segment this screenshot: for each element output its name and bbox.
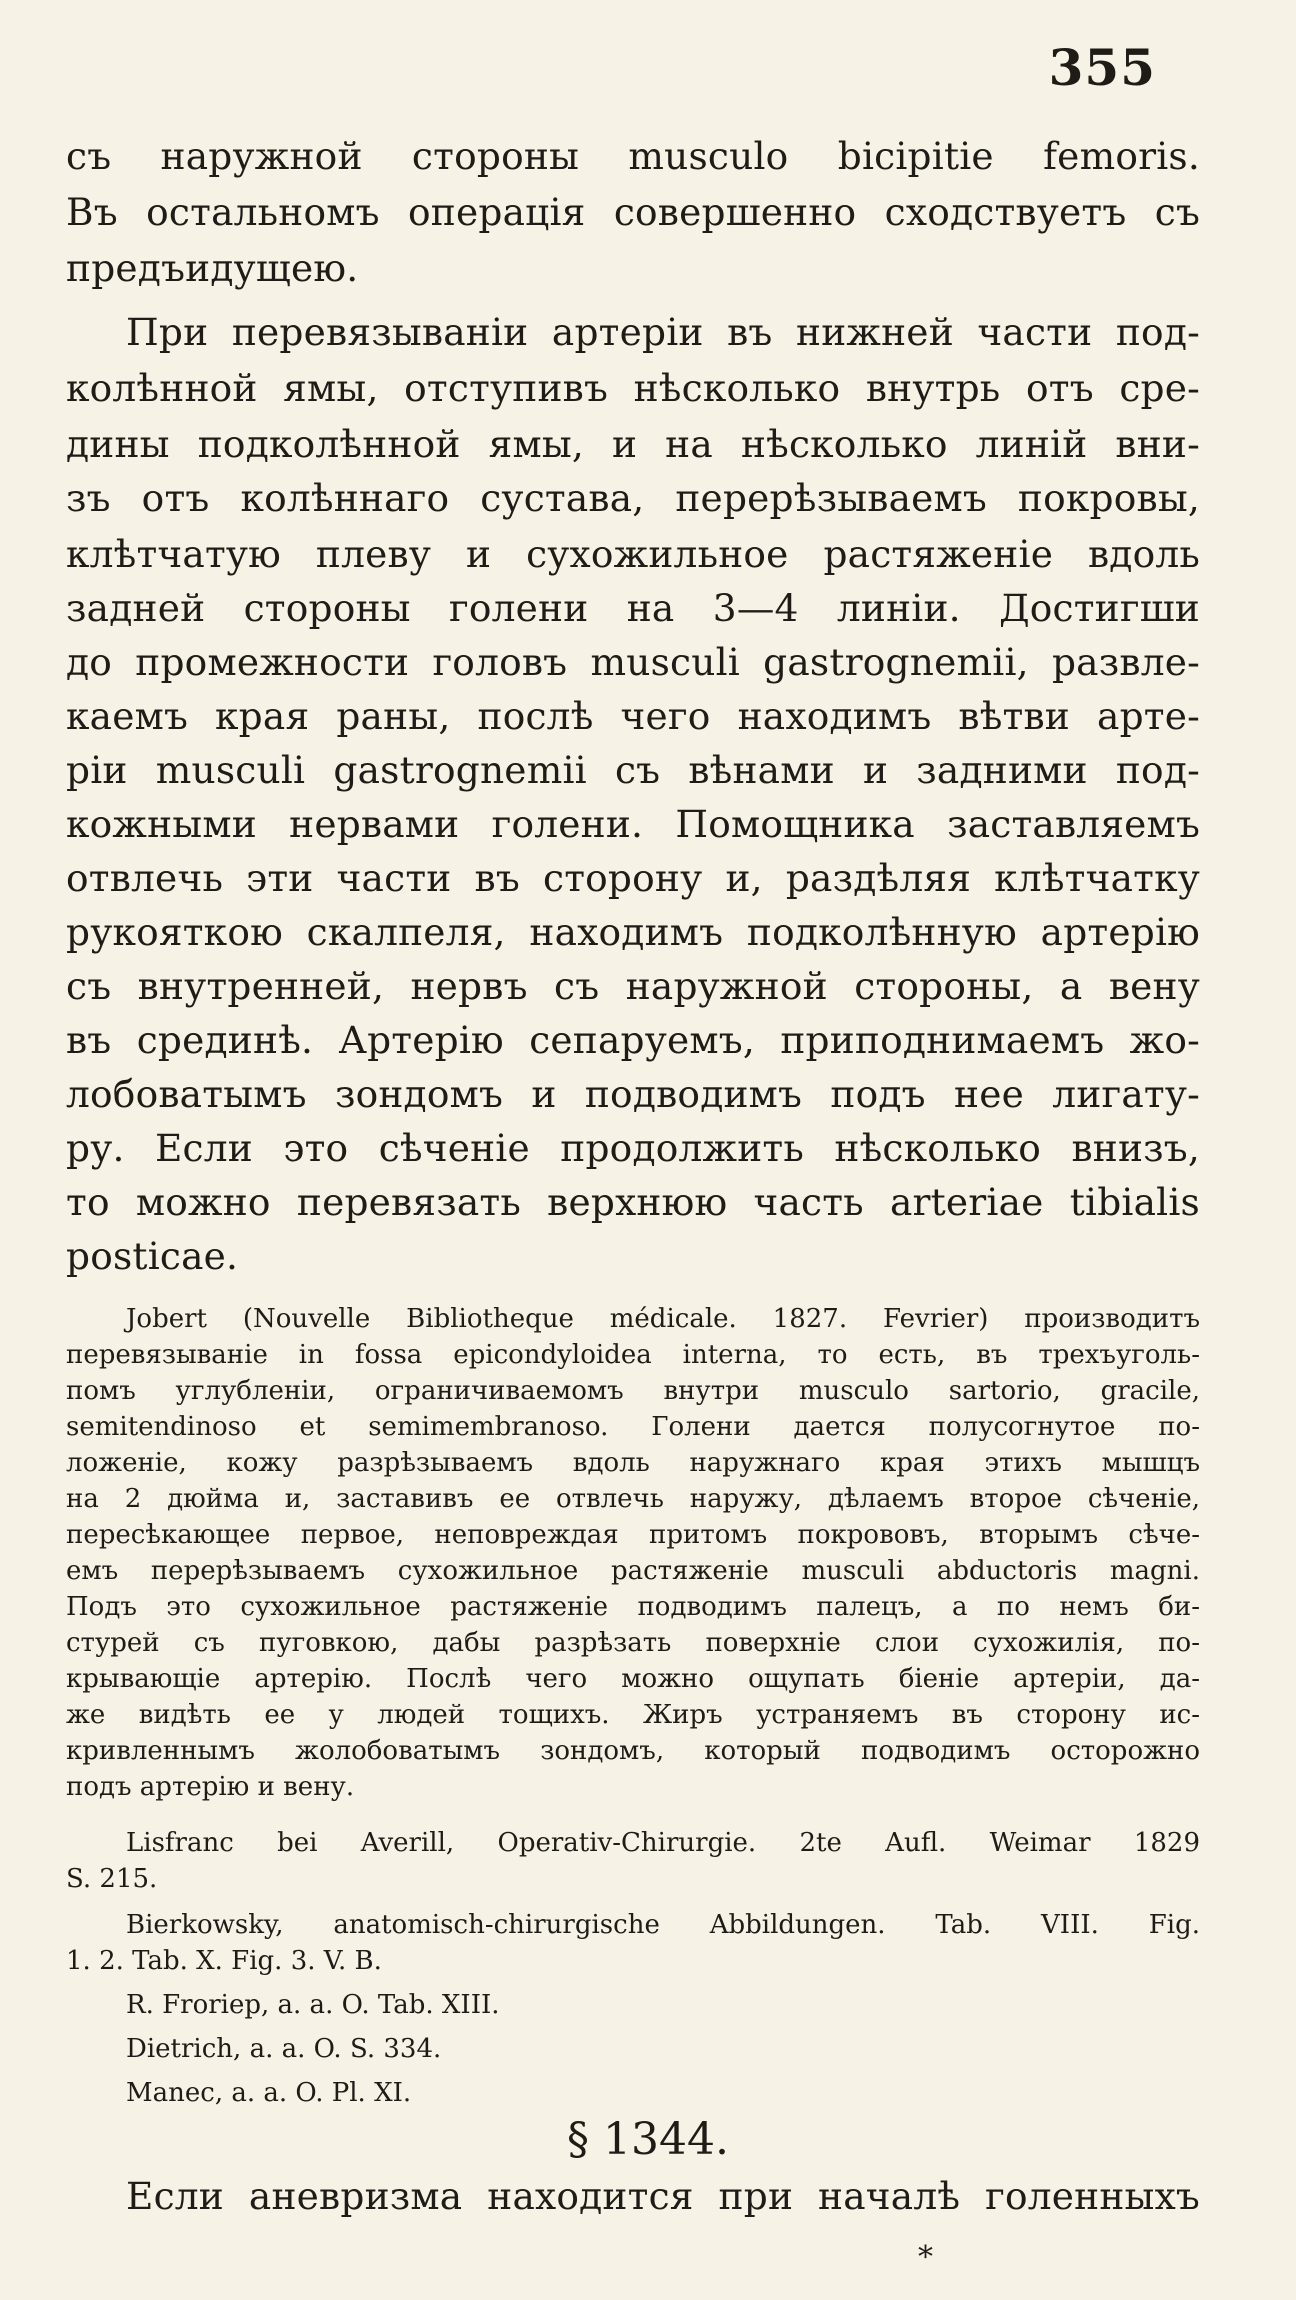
main-text-line: до промежности головъ musculi gastrognemii, развле-: [66, 640, 1200, 684]
note-text-line: ложеніе, кожу разрѣзываемъ вдоль наружнаго края этихъ мышцъ: [66, 1448, 1200, 1478]
main-text-line: то можно перевязать верхнюю часть arteriae tibialis: [66, 1180, 1200, 1224]
catchword: *: [918, 2240, 933, 2275]
main-text-line: предъидущею.: [66, 246, 359, 290]
section-heading: § 1344.: [567, 2114, 729, 2165]
note-text-line: подъ артерію и вену.: [66, 1772, 355, 1802]
main-text-line: отвлечь эти части въ сторону и, раздѣляя клѣтчатку: [66, 856, 1200, 900]
main-text-line: зъ отъ колѣннаго сустава, перерѣзываемъ покровы,: [66, 476, 1200, 520]
note-text-line: помъ углубленіи, ограничиваемомъ внутри musculo sartorio, gracile,: [66, 1376, 1200, 1406]
note-text-line: кривленнымъ жолобоватымъ зондомъ, который подводимъ осторожно: [66, 1736, 1200, 1766]
main-text-line: posticae.: [66, 1234, 239, 1278]
main-text-line: лобоватымъ зондомъ и подводимъ подъ нее лигату-: [66, 1072, 1200, 1116]
note-text-line: пересѣкающее первое, неповреждая притомъ покрововъ, вторымъ сѣче-: [66, 1520, 1200, 1550]
reference-line: R. Froriep, a. a. O. Tab. XIII.: [126, 1990, 500, 2020]
note-text-line: Подъ это сухожильное растяженіе подводимъ палецъ, а по немъ би-: [66, 1592, 1200, 1622]
page-number: 355: [1048, 38, 1156, 97]
reference-line: Dietrich, a. a. O. S. 334.: [126, 2034, 442, 2064]
main-text-line: въ срединѣ. Артерію сепаруемъ, приподнимаемъ жо-: [66, 1018, 1200, 1062]
main-text-line: Въ остальномъ операція совершенно сходствуетъ съ: [66, 190, 1200, 234]
main-text-line: рукояткою скалпеля, находимъ подколѣнную артерію: [66, 910, 1200, 954]
main-text-line: каемъ края раны, послѣ чего находимъ вѣтви арте-: [66, 694, 1200, 738]
reference-line: Lisfranc bei Averill, Operativ-Chirurgie. 2te Aufl. Weimar 1829: [126, 1828, 1200, 1858]
reference-line: S. 215.: [66, 1864, 158, 1894]
note-text-line: перевязываніе in fossa epicondyloidea interna, то есть, въ трехъуголь-: [66, 1340, 1200, 1370]
main-text-line: колѣнной ямы, отступивъ нѣсколько внутрь отъ сре-: [66, 366, 1200, 410]
note-text-line: же видѣть ее у людей тощихъ. Жиръ устраняемъ въ сторону ис-: [66, 1700, 1200, 1730]
note-text-line: на 2 дюйма и, заставивъ ее отвлечь наружу, дѣлаемъ второе сѣченіе,: [66, 1484, 1200, 1514]
main-text-line: дины подколѣнной ямы, и на нѣсколько линій вни-: [66, 422, 1200, 466]
reference-line: Bierkowsky, anatomisch-chirurgische Abbildungen. Tab. VIII. Fig.: [126, 1910, 1200, 1940]
reference-line: Manec, a. a. O. Pl. XI.: [126, 2078, 412, 2108]
main-text-line: ру. Если это сѣченіе продолжить нѣсколько внизъ,: [66, 1126, 1200, 1170]
reference-line: 1. 2. Tab. X. Fig. 3. V. B.: [66, 1946, 382, 1976]
note-text-line: semitendinoso et semimembranoso. Голени дается полусогнутое по-: [66, 1412, 1200, 1442]
main-text-line: съ внутренней, нервъ съ наружной стороны, а вену: [66, 964, 1200, 1008]
note-text-line: стурей съ пуговкою, дабы разрѣзать поверхніе слои сухожилія, по-: [66, 1628, 1200, 1658]
main-text-line: ріи musculi gastrognemii съ вѣнами и задними под-: [66, 748, 1200, 792]
note-text-line: емъ перерѣзываемъ сухожильное растяженіе musculi abductoris magni.: [66, 1556, 1200, 1586]
main-text-line: задней стороны голени на 3—4 линіи. Достигши: [66, 586, 1200, 630]
note-text-line: крывающіе артерію. Послѣ чего можно ощупать біеніе артеріи, да-: [66, 1664, 1200, 1694]
main-text-line: При перевязываніи артеріи въ нижней части под-: [126, 310, 1200, 354]
note-text-line: Jobert (Nouvelle Bibliotheque médicale. 1827. Fevrier) производитъ: [126, 1304, 1200, 1334]
main-text-line: съ наружной стороны musculo bicipitie femoris.: [66, 134, 1200, 178]
main-text-line: кожными нервами голени. Помощника заставляемъ: [66, 802, 1200, 846]
main-text-line: клѣтчатую плеву и сухожильное растяженіе вдоль: [66, 532, 1200, 576]
main-text-line: Если аневризма находится при началѣ голенныхъ: [126, 2174, 1200, 2218]
